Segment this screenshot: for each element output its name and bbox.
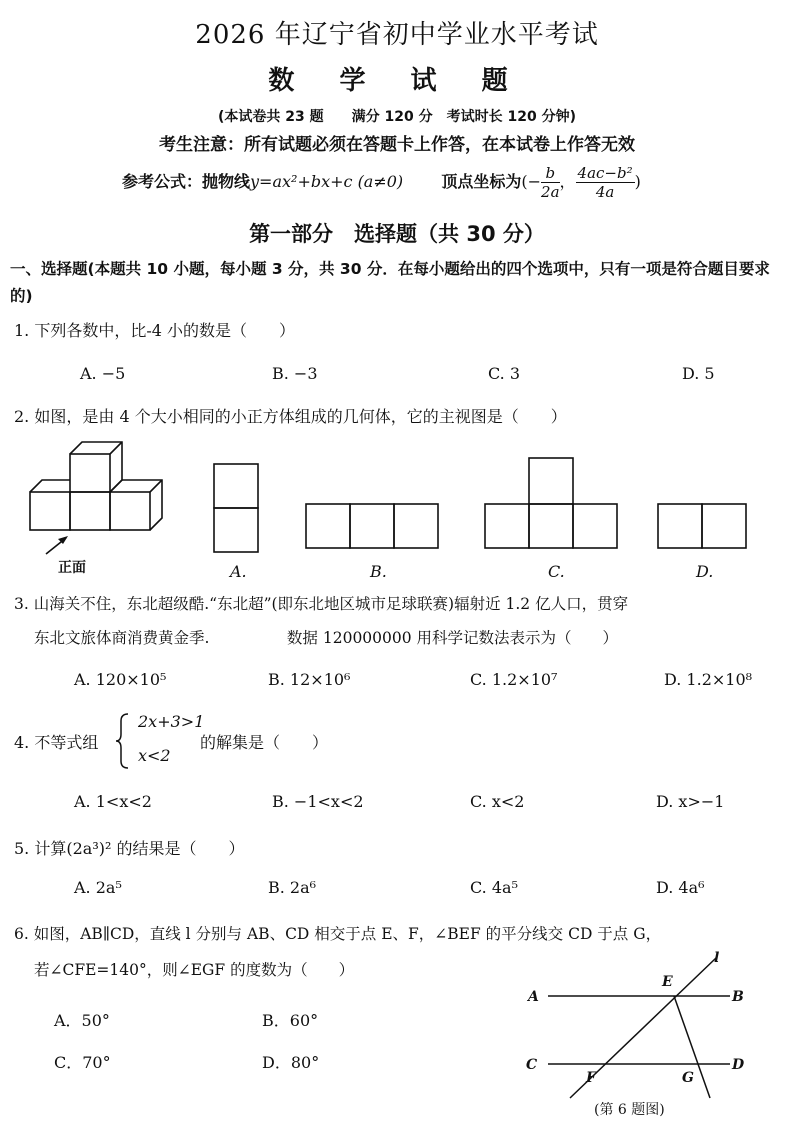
exam-title: 2026 年辽宁省初中学业水平考试 xyxy=(195,20,599,50)
label-c: C xyxy=(526,1057,538,1073)
q2-figures xyxy=(0,436,794,586)
q5-option-b: B. 2a⁶ xyxy=(268,878,317,897)
q2-solid-figure xyxy=(30,442,162,530)
q3-stem-line2: 东北文旅体商消费黄金季. 数据 120000000 用科学记数法表示为（ ） xyxy=(34,629,619,647)
q4-inequality-2: x<2 xyxy=(138,746,171,765)
q2-option-c-figure xyxy=(485,504,529,548)
subject-title: 数 学 试 题 xyxy=(268,66,526,96)
q2-label-d: D. xyxy=(696,562,714,581)
q2-option-b-figure xyxy=(306,504,350,548)
q3-option-c: C. 1.2×10⁷ xyxy=(470,670,558,689)
vertex-open: (− xyxy=(521,172,542,191)
reference-formula xyxy=(122,164,641,208)
q6-stem-line1: 6. 如图，AB∥CD，直线 l 分别与 AB、CD 相交于点 E、F，∠BEF 的平分线交 CD 于点 G， xyxy=(14,925,662,943)
q6-caption: (第 6 题图) xyxy=(594,1102,665,1118)
exam-info: (本试卷共 23 题 满分 120 分 考试时长 120 分钟) xyxy=(218,109,576,125)
q1-stem: 1. 下列各数中，比-4 小的数是（ ） xyxy=(14,321,296,340)
vertex-x-fraction xyxy=(541,164,560,201)
q2-label-b: B. xyxy=(370,562,387,581)
frac1-numerator: b xyxy=(541,164,560,183)
vertex-y-fraction xyxy=(576,164,635,201)
formula-label: 参考公式：抛物线 xyxy=(122,172,251,191)
q2-option-a-figure xyxy=(214,464,258,508)
part1-title: 第一部分 选择题（共 30 分） xyxy=(249,222,545,246)
q3-option-a: A. 120×10⁵ xyxy=(74,670,167,689)
vertex-close: ) xyxy=(634,172,641,191)
vertex-label: 顶点坐标为 xyxy=(441,172,522,191)
q5-option-d: D. 4a⁶ xyxy=(656,878,705,897)
q2-label-c: C. xyxy=(548,562,565,581)
q4-stem-prefix: 4. 不等式组 xyxy=(14,733,99,752)
front-label: 正面 xyxy=(58,560,86,576)
q2-stem: 2. 如图，是由 4 个大小相同的小正方体组成的几何体，它的主视图是（ ） xyxy=(14,407,567,426)
q6-option-a: A．50° xyxy=(54,1011,110,1030)
q1-option-a: A. −5 xyxy=(80,364,126,383)
q4-option-a: A. 1<x<2 xyxy=(74,792,152,811)
q2-label-a: A. xyxy=(230,562,247,581)
q3-stem-line1: 3. 山海关不住，东北超级酷.“东北超”(即东北地区城市足球联赛)辐射近 1.2 亿人口，贯穿 xyxy=(14,595,629,613)
label-e: E xyxy=(662,974,673,990)
q1-option-c: C. 3 xyxy=(488,364,521,383)
frac2-numerator: 4ac−b² xyxy=(577,164,633,182)
exam-notice: 考生注意：所有试题必须在答题卡上作答，在本试卷上作答无效 xyxy=(159,135,635,155)
label-b: B xyxy=(732,989,744,1005)
q4-inequality-1: 2x+3>1 xyxy=(138,712,205,731)
label-f: F xyxy=(586,1070,596,1086)
q4-stem-suffix: 的解集是（ ） xyxy=(200,733,329,752)
q5-stem: 5. 计算(2a³)² 的结果是（ ） xyxy=(14,839,245,858)
label-g: G xyxy=(682,1070,694,1086)
q4-option-b: B. −1<x<2 xyxy=(272,792,364,811)
frac1-denominator: 2a xyxy=(541,183,560,201)
q6-stem-line2: 若∠CFE=140°，则∠EGF 的度数为（ ） xyxy=(34,961,355,979)
vertex-comma: ， xyxy=(559,172,576,191)
label-a: A xyxy=(528,989,539,1005)
frac2-denominator: 4a xyxy=(595,183,615,201)
q3-option-d: D. 1.2×10⁸ xyxy=(664,670,753,689)
q3-option-b: B. 12×10⁶ xyxy=(268,670,351,689)
label-l: l xyxy=(714,950,720,966)
q2-option-d-figure xyxy=(658,504,702,548)
parabola-formula: y=ax²+bx+c (a≠0) xyxy=(250,172,404,191)
q5-option-c: C. 4a⁵ xyxy=(470,878,518,897)
q6-option-d: D．80° xyxy=(262,1053,320,1072)
q6-option-c: C．70° xyxy=(54,1053,111,1072)
q5-option-a: A. 2a⁵ xyxy=(74,878,122,897)
q6-option-b: B．60° xyxy=(262,1011,319,1030)
q6-geometry-figure xyxy=(520,948,780,1118)
section-heading: 一、选择题(本题共 10 小题，每小题 3 分，共 30 分．在每小题给出的四个选项中，只有一项是符合题目要求的) xyxy=(10,260,770,305)
q4-option-c: C. x<2 xyxy=(470,792,525,811)
label-d: D xyxy=(732,1057,745,1073)
q4-brace-icon xyxy=(114,712,130,770)
q1-option-b: B. −3 xyxy=(272,364,318,383)
q1-option-d: D. 5 xyxy=(682,364,715,383)
q4-option-d: D. x>−1 xyxy=(656,792,725,811)
